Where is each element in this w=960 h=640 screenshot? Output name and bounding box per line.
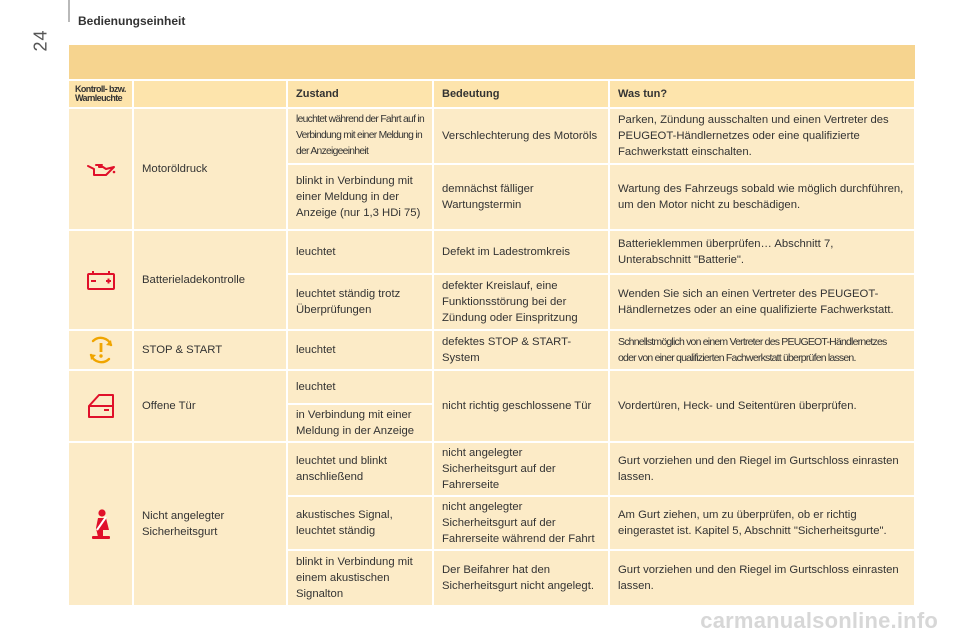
- oil-can-icon: [85, 159, 117, 179]
- warning-lamp-table: [69, 81, 915, 607]
- battery-icon: [86, 269, 116, 291]
- header-state: Zustand: [287, 81, 433, 108]
- oil-action-1: Parken, Zündung ausschalten und einen Vertreter des PEUGEOT-Händlernetzes oder eine qualifizierte Fachwerkstatt einschalten.: [609, 108, 915, 164]
- seatbelt-meaning-3: Der Beifahrer hat den Sicherheitsgurt nicht angelegt.: [433, 550, 609, 606]
- battery-meaning-1: Defekt im Ladestromkreis: [433, 230, 609, 274]
- table-header-row: [69, 81, 915, 108]
- oil-lamp-cell: [69, 108, 133, 230]
- seatbelt-state-3: blinkt in Verbindung mit einem akustischen Signalton: [287, 550, 433, 606]
- table-row: [69, 442, 915, 496]
- stopstart-lamp-cell: [69, 330, 133, 370]
- oil-meaning-2: demnächst fälliger Wartungstermin: [433, 164, 609, 230]
- header-action: Was tun?: [609, 81, 915, 108]
- stopstart-lamp-name: STOP & START: [133, 330, 287, 370]
- table-top-band: [69, 45, 915, 79]
- battery-lamp-cell: [69, 230, 133, 330]
- seatbelt-action-2: Am Gurt ziehen, um zu überprüfen, ob er richtig eingerastet ist. Kapitel 5, Abschnitt "Sicherheitsgurte".: [609, 496, 915, 550]
- battery-meaning-2: defekter Kreislauf, eine Funktionsstörung bei der Zündung oder Einspritzung: [433, 274, 609, 330]
- header-lamp: Kontroll- bzw. Warnleuchte: [69, 81, 133, 108]
- seatbelt-action-3: Gurt vorziehen und den Riegel im Gurtschloss einrasten lassen.: [609, 550, 915, 606]
- battery-state-2: leuchtet ständig trotz Überprüfungen: [287, 274, 433, 330]
- oil-state-2: blinkt in Verbindung mit einer Meldung in der Anzeige (nur 1,3 HDi 75): [287, 164, 433, 230]
- table-row: [69, 230, 915, 274]
- battery-action-1: Batterieklemmen überprüfen… Abschnitt 7, Unterabschnitt "Batterie".: [609, 230, 915, 274]
- stopstart-state-1: leuchtet: [287, 330, 433, 370]
- seatbelt-meaning-2: nicht angelegter Sicherheitsgurt auf der Fahrerseite während der Fahrt: [433, 496, 609, 550]
- watermark: carmanualsonline.info: [700, 608, 938, 633]
- seatbelt-state-2: akustisches Signal, leuchtet ständig: [287, 496, 433, 550]
- table-row: [69, 370, 915, 404]
- battery-lamp-name: Batterieladekontrolle: [133, 230, 287, 330]
- door-state-1: leuchtet: [287, 370, 433, 404]
- header-meaning: Bedeutung: [433, 81, 609, 108]
- table-row: [69, 108, 915, 164]
- door-lamp-cell: [69, 370, 133, 442]
- door-state-2: in Verbindung mit einer Meldung in der Anzeige: [287, 404, 433, 442]
- seatbelt-action-1: Gurt vorziehen und den Riegel im Gurtschloss einrasten lassen.: [609, 442, 915, 496]
- open-door-icon: [85, 392, 117, 420]
- oil-lamp-name: Motoröldruck: [133, 108, 287, 230]
- seatbelt-state-1: leuchtet und blinkt anschließend: [287, 442, 433, 496]
- battery-action-2: Wenden Sie sich an einen Vertreter des PEUGEOT-Händlernetzes oder an eine qualifizierte Fachwerkstatt.: [609, 274, 915, 330]
- seatbelt-meaning-1: nicht angelegter Sicherheitsgurt auf der Fahrerseite: [433, 442, 609, 496]
- stopstart-action-1: Schnellstmöglich von einem Vertreter des PEUGEOT-Händlernetzes oder von einer qualifizierten Fachwerkstatt überprüfen lassen.: [609, 330, 915, 370]
- seatbelt-lamp-cell: [69, 442, 133, 606]
- stopstart-meaning-1: defektes STOP & START-System: [433, 330, 609, 370]
- door-meaning: nicht richtig geschlossene Tür: [433, 370, 609, 442]
- stop-start-warning-icon: [86, 335, 116, 365]
- door-lamp-name: Offene Tür: [133, 370, 287, 442]
- section-title: Bedienungseinheit: [78, 14, 186, 28]
- header-empty: [133, 81, 287, 108]
- oil-action-2: Wartung des Fahrzeugs sobald wie möglich durchführen, um den Motor nicht zu beschädigen.: [609, 164, 915, 230]
- seatbelt-lamp-name: Nicht angelegter Sicherheitsgurt: [133, 442, 287, 606]
- table-row: [69, 330, 915, 370]
- side-divider: [68, 0, 70, 22]
- seatbelt-icon: [86, 508, 116, 540]
- page-number: 24: [30, 29, 51, 52]
- door-action: Vordertüren, Heck- und Seitentüren überprüfen.: [609, 370, 915, 442]
- oil-meaning-1: Verschlechterung des Motoröls: [433, 108, 609, 164]
- battery-state-1: leuchtet: [287, 230, 433, 274]
- oil-state-1: leuchtet während der Fahrt auf in Verbindung mit einer Meldung in der Anzeigeeinheit: [287, 108, 433, 164]
